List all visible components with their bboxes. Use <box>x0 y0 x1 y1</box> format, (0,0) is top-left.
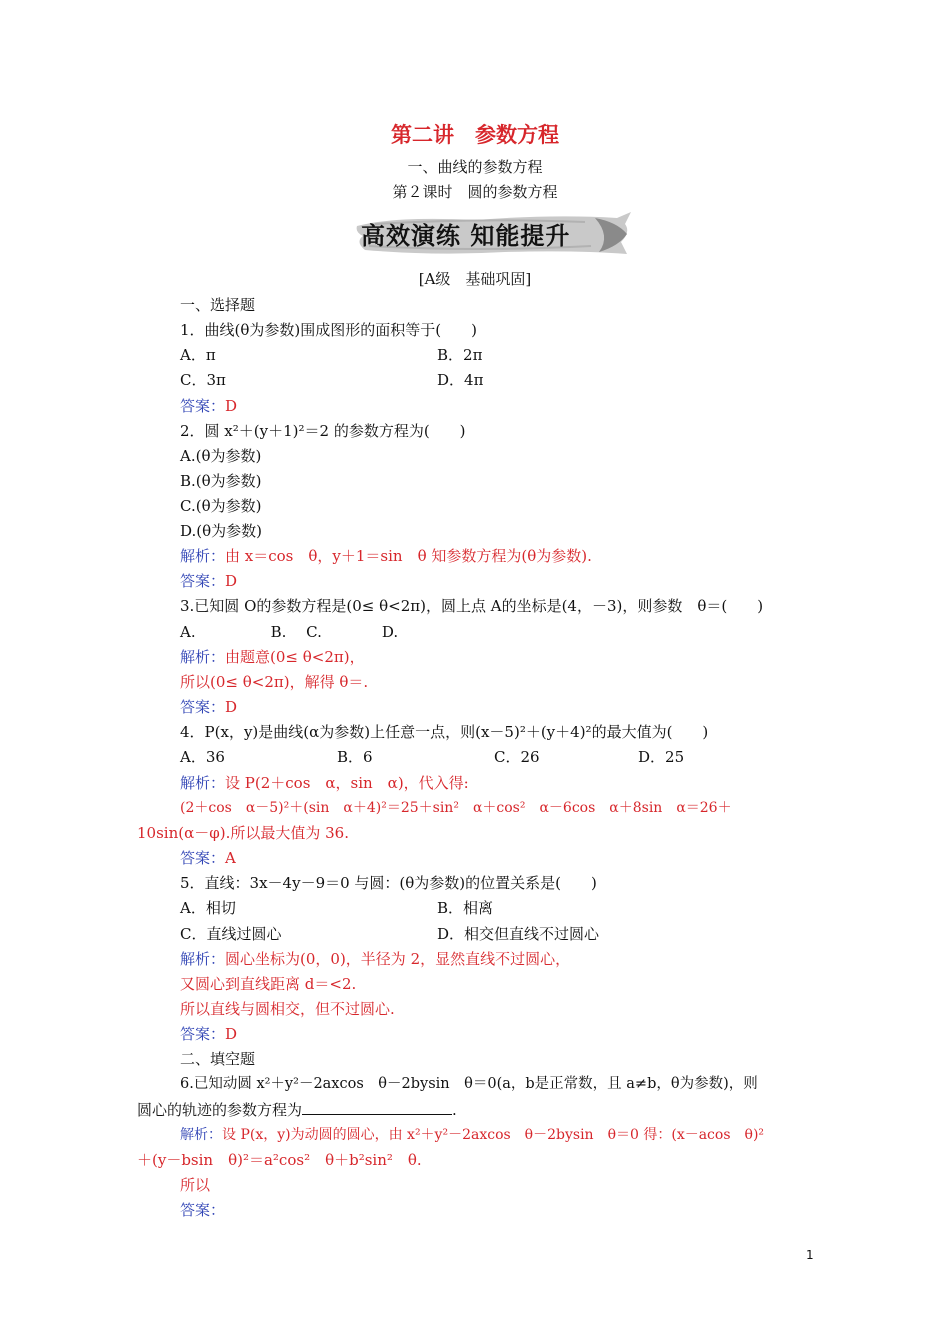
analysis-label: 解析： <box>180 1127 222 1143</box>
answer-blank <box>302 1100 452 1115</box>
q3-stem: 3.已知圆 O的参数方程是(0≤ θ<2π)，圆上点 A的坐标是(4，－3)，则参数 θ＝( ) <box>180 597 764 615</box>
q5-analysis-line2: 又圆心到直线距离 d＝<2. <box>180 975 357 993</box>
q2-option-a: A.(θ为参数) <box>180 447 262 465</box>
q4-analysis <box>180 773 469 793</box>
analysis-text: 由 x＝cos θ，y＋1＝sin θ 知参数方程为(θ为参数). <box>225 547 592 565</box>
analysis-label: 解析： <box>180 774 226 792</box>
q6-stem-period: . <box>452 1101 457 1119</box>
q4-stem: 4．P(x，y)是曲线(α为参数)上任意一点，则(x－5)²＋(y＋4)²的最大值为( ) <box>180 723 709 741</box>
q5-option-b: B．相离 <box>437 899 494 917</box>
q2-answer <box>180 571 237 591</box>
q2-option-c: C.(θ为参数) <box>180 497 262 515</box>
lesson-title: 第２课时 圆的参数方程 <box>392 183 558 201</box>
q6-stem-text: 圆心的轨迹的参数方程为 <box>137 1101 303 1119</box>
analysis-text: 圆心坐标为(0，0)，半径为 2，显然直线不过圆心， <box>225 950 571 968</box>
q1-stem: 1．曲线(θ为参数)围成图形的面积等于( ) <box>180 321 477 339</box>
q6-analysis <box>180 1125 764 1145</box>
analysis-label: 解析： <box>180 950 226 968</box>
q1-option-b: B．2π <box>437 346 483 364</box>
q2-analysis <box>180 546 592 566</box>
answer-value: D <box>225 698 238 716</box>
q2-stem: 2．圆 x²＋(y＋1)²＝2 的参数方程为( ) <box>180 422 466 440</box>
q2-option-b: B.(θ为参数) <box>180 472 262 490</box>
answer-label: 答案： <box>180 849 226 867</box>
answer-value: D <box>225 1025 238 1043</box>
q6-analysis-line3: 所以 <box>180 1176 211 1194</box>
q5-analysis <box>180 949 570 969</box>
q4-answer <box>180 848 236 868</box>
banner <box>355 206 635 262</box>
q3-answer <box>180 697 237 717</box>
analysis-text: 设 P(2＋cos α，sin α)，代入得: <box>225 774 469 792</box>
q4-option-c: C．26 <box>494 748 540 766</box>
q4-option-d: D．25 <box>638 748 685 766</box>
q6-stem: 6.已知动圆 x²＋y²－2axcos θ－2bysin θ＝0(a，b是正常数，且 a≠b，θ为参数)，则 <box>180 1076 758 1092</box>
q6-stem-line2 <box>137 1100 457 1120</box>
q6-answer-label: 答案： <box>180 1201 226 1219</box>
q2-option-d: D.(θ为参数) <box>180 522 262 540</box>
section-title: 一、曲线的参数方程 <box>407 158 543 176</box>
q4-option-b: B．6 <box>337 748 373 766</box>
part1-heading: 一、选择题 <box>180 296 256 314</box>
q4-analysis-line3: 10sin(α－φ).所以最大值为 36. <box>137 824 349 842</box>
q5-answer <box>180 1024 237 1044</box>
q4-option-a: A．36 <box>180 748 225 766</box>
q5-analysis-line3: 所以直线与圆相交，但不过圆心. <box>180 1000 395 1018</box>
q3-analysis-line2: 所以(0≤ θ<2π)，解得 θ＝. <box>180 673 369 691</box>
chapter-title: 第二讲 参数方程 <box>391 123 559 147</box>
banner-text: 高效演练 知能提升 <box>361 222 571 250</box>
answer-value: D <box>225 572 238 590</box>
q3-analysis <box>180 647 365 667</box>
q6-analysis-line2: ＋(y－bsin θ)²＝a²cos² θ＋b²sin² θ. <box>137 1151 422 1169</box>
answer-label: 答案： <box>180 397 226 415</box>
q5-option-a: A．相切 <box>180 899 236 917</box>
part2-heading: 二、填空题 <box>180 1050 256 1068</box>
analysis-label: 解析： <box>180 547 226 565</box>
q5-option-d: D．相交但直线不过圆心 <box>437 925 600 943</box>
q1-option-d: D．4π <box>437 371 484 389</box>
q1-option-a: A．π <box>180 346 216 364</box>
q1-option-c: C．3π <box>180 371 226 389</box>
q3-options: A. B. C. D. <box>180 623 399 641</box>
q4-analysis-line2: (2＋cos α－5)²＋(sin α＋4)²＝25＋sin² α＋cos² α－6cos α＋8sin α＝26＋ <box>180 800 732 816</box>
answer-value: A <box>225 849 236 867</box>
answer-label: 答案： <box>180 572 226 590</box>
analysis-text: 设 P(x，y)为动圆的圆心，由 x²＋y²－2axcos θ－2bysin θ＝0 得：(x－acos θ)² <box>222 1127 765 1143</box>
level-label: [A级 基础巩固] <box>418 270 532 288</box>
q5-stem: 5．直线：3x－4y－9＝0 与圆：(θ为参数)的位置关系是( ) <box>180 874 597 892</box>
answer-label: 答案： <box>180 698 226 716</box>
q1-answer <box>180 396 237 416</box>
page-number: 1 <box>806 1248 814 1262</box>
q5-option-c: C．直线过圆心 <box>180 925 282 943</box>
answer-value: D <box>225 397 238 415</box>
analysis-label: 解析： <box>180 648 226 666</box>
answer-label: 答案： <box>180 1025 226 1043</box>
analysis-text: 由题意(0≤ θ<2π)， <box>225 648 365 666</box>
